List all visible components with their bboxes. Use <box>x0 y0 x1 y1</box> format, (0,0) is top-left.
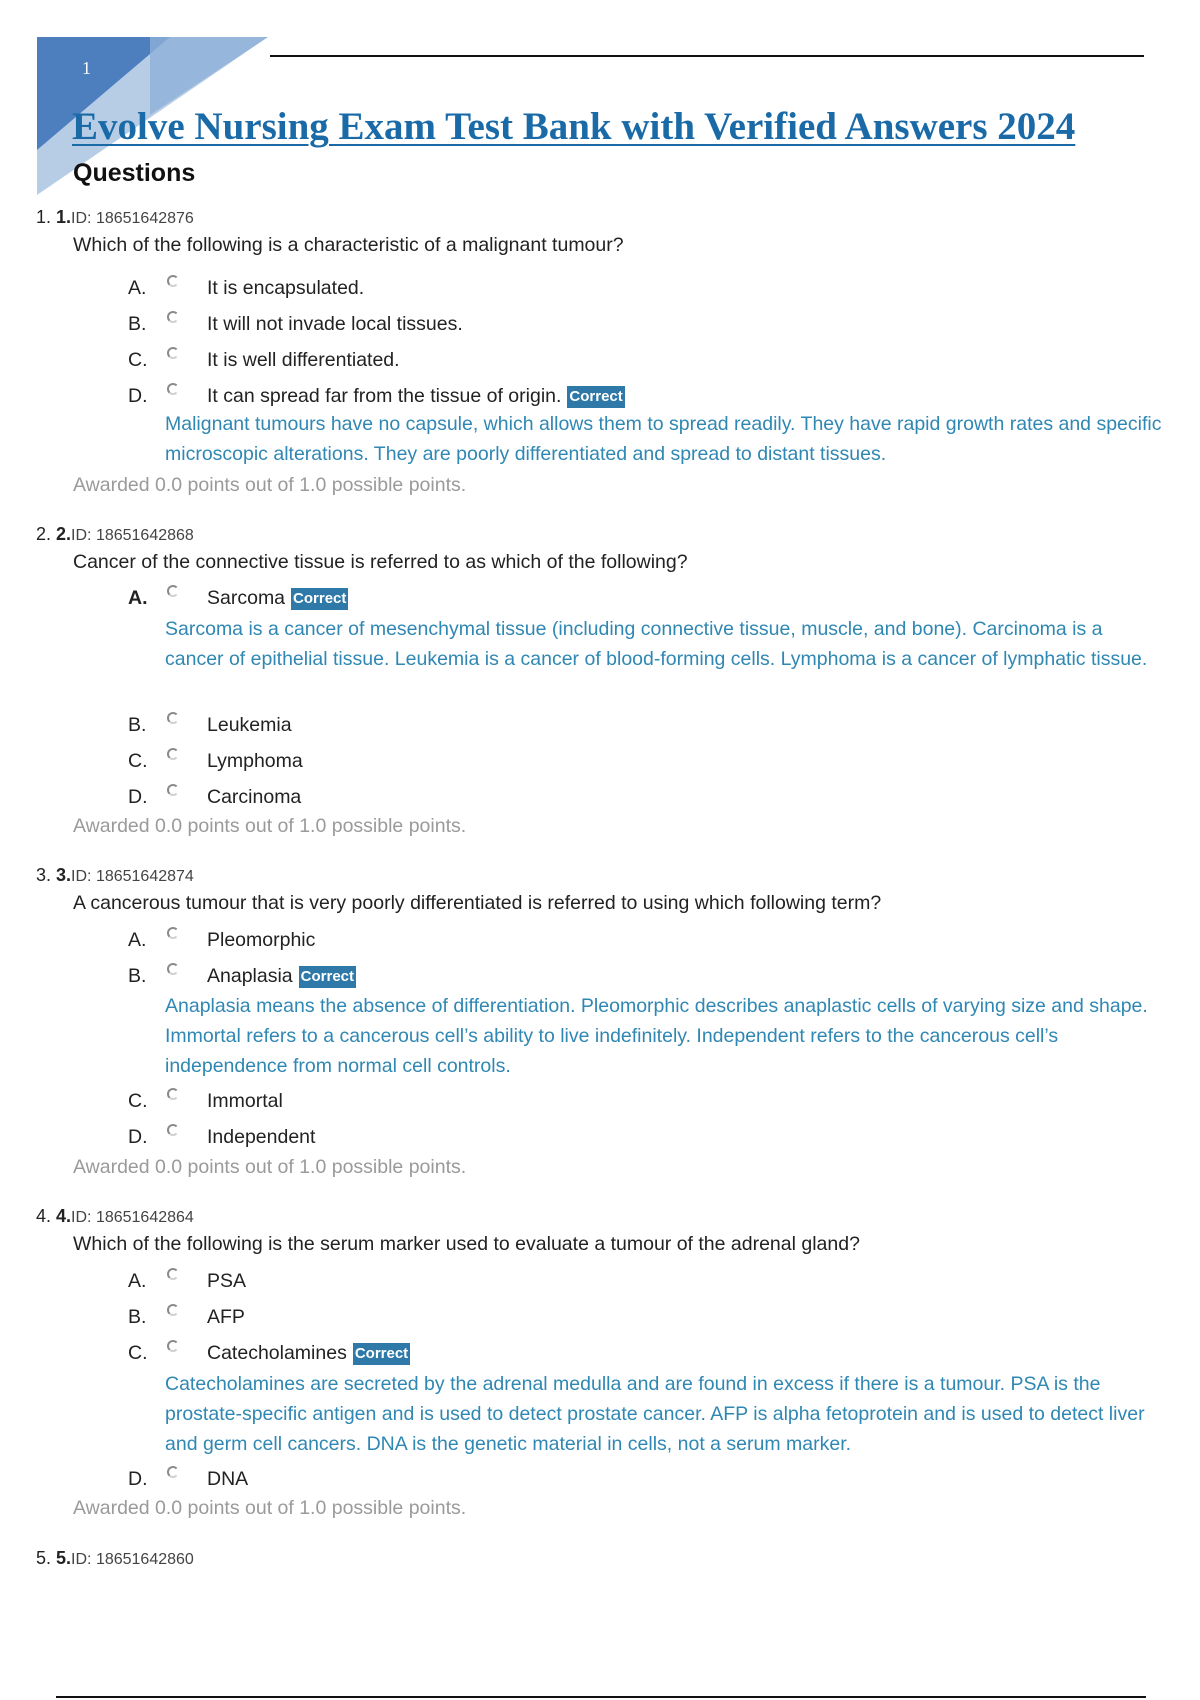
answer-option[interactable] <box>0 961 1200 991</box>
question-header <box>36 865 194 886</box>
header-rule <box>270 55 1144 57</box>
option-letter: B. <box>128 714 147 736</box>
radio-button[interactable] <box>167 927 179 939</box>
option-text: AFP <box>207 1306 245 1328</box>
page-number: 1 <box>82 58 91 78</box>
points-awarded: Awarded 0.0 points out of 1.0 possible points. <box>73 474 467 496</box>
question-header <box>36 1206 194 1227</box>
option-text: Carcinoma <box>207 786 302 808</box>
correct-badge: Correct <box>567 386 624 408</box>
radio-button[interactable] <box>167 963 179 975</box>
option-letter: C. <box>128 1342 148 1364</box>
radio-button[interactable] <box>167 748 179 760</box>
option-letter: B. <box>128 313 147 335</box>
correct-badge: Correct <box>291 588 348 610</box>
option-text: Immortal <box>207 1090 283 1112</box>
option-letter: A. <box>128 929 147 951</box>
option-label: Sarcoma <box>207 587 286 609</box>
option-letter: A. <box>128 277 147 299</box>
question-label: 2. <box>56 524 72 544</box>
answer-option[interactable] <box>0 273 1200 303</box>
radio-button[interactable] <box>167 347 179 359</box>
option-letter: D. <box>128 786 148 808</box>
question-header <box>36 524 194 545</box>
points-awarded: Awarded 0.0 points out of 1.0 possible points. <box>73 1497 467 1519</box>
section-heading: Questions <box>73 159 196 187</box>
radio-button[interactable] <box>167 784 179 796</box>
question-label: 3. <box>56 865 72 885</box>
question-header <box>36 1548 194 1569</box>
points-awarded: Awarded 0.0 points out of 1.0 possible points. <box>73 815 467 837</box>
answer-option[interactable] <box>0 1338 1200 1368</box>
option-label: Catecholamines <box>207 1342 347 1364</box>
answer-option[interactable] <box>0 1464 1200 1494</box>
answer-option[interactable] <box>0 1122 1200 1152</box>
radio-button[interactable] <box>167 1268 179 1280</box>
question-text: Which of the following is a characteristic of a malignant tumour? <box>73 234 624 256</box>
answer-option[interactable] <box>0 345 1200 375</box>
answer-option[interactable] <box>0 1086 1200 1116</box>
radio-button[interactable] <box>167 585 179 597</box>
correct-badge: Correct <box>353 1343 410 1365</box>
question-id: ID: 18651642874 <box>71 868 194 885</box>
option-label: Anaplasia <box>207 965 293 987</box>
option-letter: D. <box>128 1126 148 1148</box>
option-text <box>207 385 625 408</box>
question-number: 2. <box>36 524 52 544</box>
radio-button[interactable] <box>167 1466 179 1478</box>
answer-option[interactable] <box>0 710 1200 740</box>
radio-button[interactable] <box>167 712 179 724</box>
radio-button[interactable] <box>167 275 179 287</box>
option-text <box>207 587 348 610</box>
radio-button[interactable] <box>167 383 179 395</box>
option-letter: B. <box>128 965 147 987</box>
option-text: It will not invade local tissues. <box>207 313 463 335</box>
answer-explanation: Malignant tumours have no capsule, which allows them to spread readily. They have rapid growth rates and specific microscopic alterations. They are poorly differentiated and spread to distant tissues. <box>165 413 1162 465</box>
question-id: ID: 18651642864 <box>71 1209 194 1226</box>
radio-button[interactable] <box>167 311 179 323</box>
answer-explanation: Catecholamines are secreted by the adrenal medulla and are found in excess if there is a tumour. PSA is the prostate-specific antigen and is used to detect prostate cancer. AFP is alpha fetoprotein and is used to detect liver and germ cell cancers. DNA is the genetic material in cells, not a serum marker. <box>165 1373 1145 1455</box>
document-title: Evolve Nursing Exam Test Bank with Verified Answers 2024 <box>72 105 1076 148</box>
question-label: 1. <box>56 207 72 227</box>
option-letter: C. <box>128 750 148 772</box>
option-letter: A. <box>128 1270 147 1292</box>
question-id: ID: 18651642868 <box>71 527 194 544</box>
radio-button[interactable] <box>167 1340 179 1352</box>
radio-button[interactable] <box>167 1088 179 1100</box>
question-text: Cancer of the connective tissue is referred to as which of the following? <box>73 551 688 573</box>
option-text: Lymphoma <box>207 750 303 772</box>
question-number: 5. <box>36 1548 52 1568</box>
question-text: Which of the following is the serum marker used to evaluate a tumour of the adrenal gland? <box>73 1233 860 1255</box>
answer-option[interactable] <box>0 583 1200 613</box>
radio-button[interactable] <box>167 1124 179 1136</box>
answer-option[interactable] <box>0 309 1200 339</box>
question-label: 4. <box>56 1206 72 1226</box>
option-text: It is well differentiated. <box>207 349 400 371</box>
question-number: 3. <box>36 865 52 885</box>
option-label: It can spread far from the tissue of origin. <box>207 385 562 407</box>
option-text: PSA <box>207 1270 247 1292</box>
radio-button[interactable] <box>167 1304 179 1316</box>
option-text <box>207 1342 410 1365</box>
option-text: Pleomorphic <box>207 929 316 951</box>
footer-rule <box>56 1696 1146 1698</box>
answer-option[interactable] <box>0 1266 1200 1296</box>
answer-explanation: Sarcoma is a cancer of mesenchymal tissue (including connective tissue, muscle, and bone). Carcinoma is a cancer of epithelial tissue. Leukemia is a cancer of blood-forming cells. Lymphoma is a cancer of lymphatic tissue. <box>165 618 1148 670</box>
answer-option[interactable] <box>0 1302 1200 1332</box>
answer-option[interactable] <box>0 381 1200 411</box>
question-id: ID: 18651642860 <box>71 1551 194 1568</box>
answer-option[interactable] <box>0 746 1200 776</box>
question-label: 5. <box>56 1548 72 1568</box>
option-letter: D. <box>128 385 148 407</box>
answer-option[interactable] <box>0 782 1200 812</box>
question-text: A cancerous tumour that is very poorly differentiated is referred to using which following term? <box>73 892 882 914</box>
correct-badge: Correct <box>299 966 356 988</box>
question-header <box>36 207 194 228</box>
option-letter: C. <box>128 349 148 371</box>
option-text: It is encapsulated. <box>207 277 365 299</box>
option-text: Independent <box>207 1126 316 1148</box>
option-letter: B. <box>128 1306 147 1328</box>
question-number: 1. <box>36 207 52 227</box>
option-text: DNA <box>207 1468 249 1490</box>
option-letter: D. <box>128 1468 148 1490</box>
option-letter: C. <box>128 1090 148 1112</box>
option-text: Leukemia <box>207 714 292 736</box>
points-awarded: Awarded 0.0 points out of 1.0 possible points. <box>73 1156 467 1178</box>
question-id: ID: 18651642876 <box>71 210 194 227</box>
option-text <box>207 965 356 988</box>
option-letter: A. <box>128 587 148 609</box>
answer-option[interactable] <box>0 925 1200 955</box>
answer-explanation: Anaplasia means the absence of differentiation. Pleomorphic describes anaplastic cells of varying size and shape. Immortal refers to a cancerous cell’s ability to live indefinitely. Independent refers to the cancerous cell’s independence from normal cell controls. <box>165 995 1148 1077</box>
question-number: 4. <box>36 1206 52 1226</box>
